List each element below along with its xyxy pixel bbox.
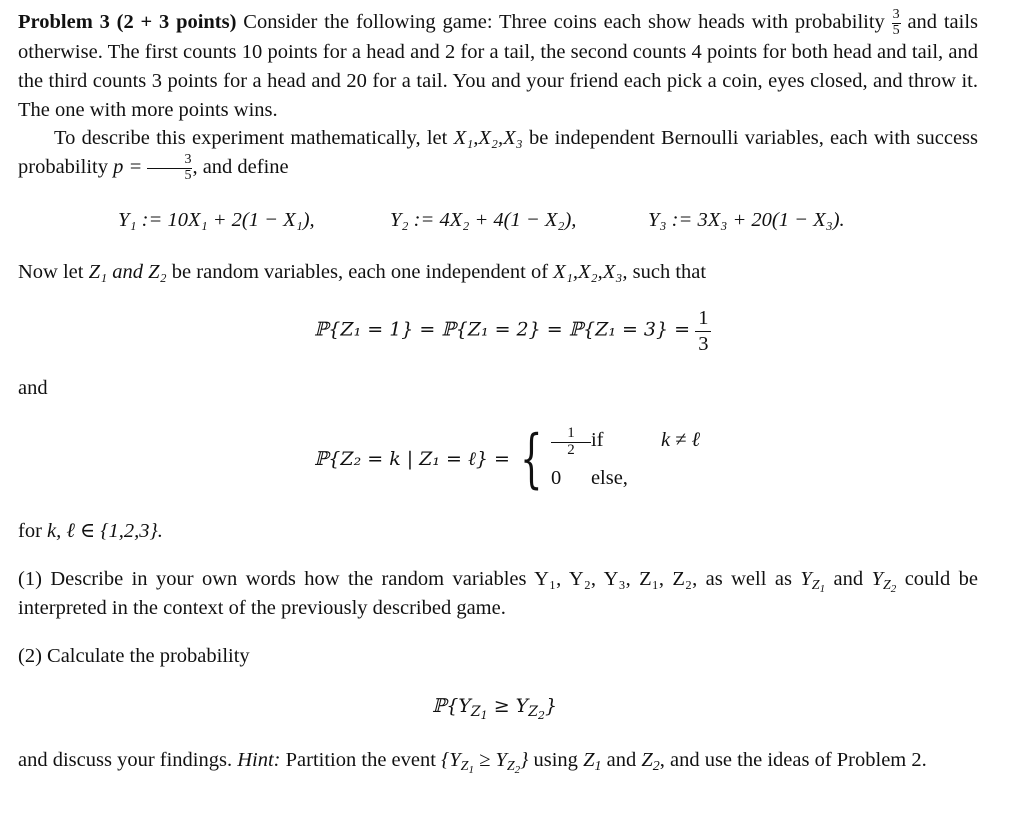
target-probability: $ℙ\{Y_{Z_1} \ge Y_{Z_2}\}$ bbox=[432, 695, 558, 722]
y3-definition: Y₃ := 3X₃ + 20(1 − X₃). bbox=[648, 209, 845, 231]
one-third-fraction: $\frac{1}{3}$ bbox=[695, 308, 711, 354]
y2-definition: Y₂ := 4X₂ + 4(1 − X₂), bbox=[390, 209, 577, 231]
probability-fraction: $\frac{3}{5}$ bbox=[892, 7, 900, 39]
and-line: and bbox=[18, 377, 48, 399]
z2-conditional-distribution: ℙ{Z₂ = k | Z₁ = ℓ} = { $\frac{1}{2}$ if k ≠ ℓ 0 else, bbox=[314, 426, 721, 493]
bernoulli-vars: X₁,X₂,X₃ bbox=[453, 127, 523, 149]
problem-heading: Problem 3 (2 + 3 points) bbox=[18, 11, 237, 33]
z-intro-line: Now let Z₁ and Z₂ be random variables, each one independent of X₁,X₂,X₃, such that bbox=[18, 261, 707, 283]
problem-intro bbox=[18, 8, 978, 125]
for-line: for k, ℓ ∈ {1,2,3}. bbox=[18, 520, 163, 542]
left-brace: { bbox=[520, 422, 543, 497]
setup-paragraph: To describe this experiment mathematically, let X₁,X₂,X₃ be independent Bernoulli variables, each with success probability p = $\frac{3}{5}$ , and define bbox=[18, 127, 979, 184]
question-2: (2) Calculate the probability bbox=[18, 645, 250, 667]
z1-distribution: ℙ{Z₁ = 1} = ℙ{Z₁ = 2} = ℙ{Z₁ = 3} = $\frac{1}{3}$ bbox=[314, 308, 711, 354]
cases-table: $\frac{1}{2}$ if k ≠ ℓ 0 else, bbox=[550, 425, 701, 489]
final-paragraph: and discuss your findings. Hint: Partition the event $\{Y_{Z_1} \ge Y_{Z_2}\}$ using $Z_1$ and $Z_2$, and use the ideas of Problem 2. bbox=[18, 749, 927, 776]
hint-label: Hint: bbox=[237, 749, 281, 771]
y1-definition: Y₁ := 10X₁ + 2(1 − X₁), bbox=[118, 209, 315, 231]
success-prob-fraction: $\frac{3}{5}$ bbox=[147, 153, 192, 183]
question-1: (1) Describe in your own words how the random variables Y₁, Y₂, Y₃, Z₁, Z₂, as well as $Y_{Z_1}$ and $Y_{Z_2}$ could be interpreted in the context of the previously described game. bbox=[18, 568, 979, 619]
p-symbol: p = bbox=[113, 155, 143, 178]
intro-rest: and tails otherwise. The first counts 10 points for a head and 2 for a tail, the second counts 4 points for both head and tail, and the third counts 3 points for a head and 20 for a tail. You and your friend each pick a coin, eyes closed, and throw it. The one with more points wins. bbox=[18, 11, 979, 121]
intro-text: Consider the following game: Three coins each show heads with probability bbox=[243, 11, 885, 33]
